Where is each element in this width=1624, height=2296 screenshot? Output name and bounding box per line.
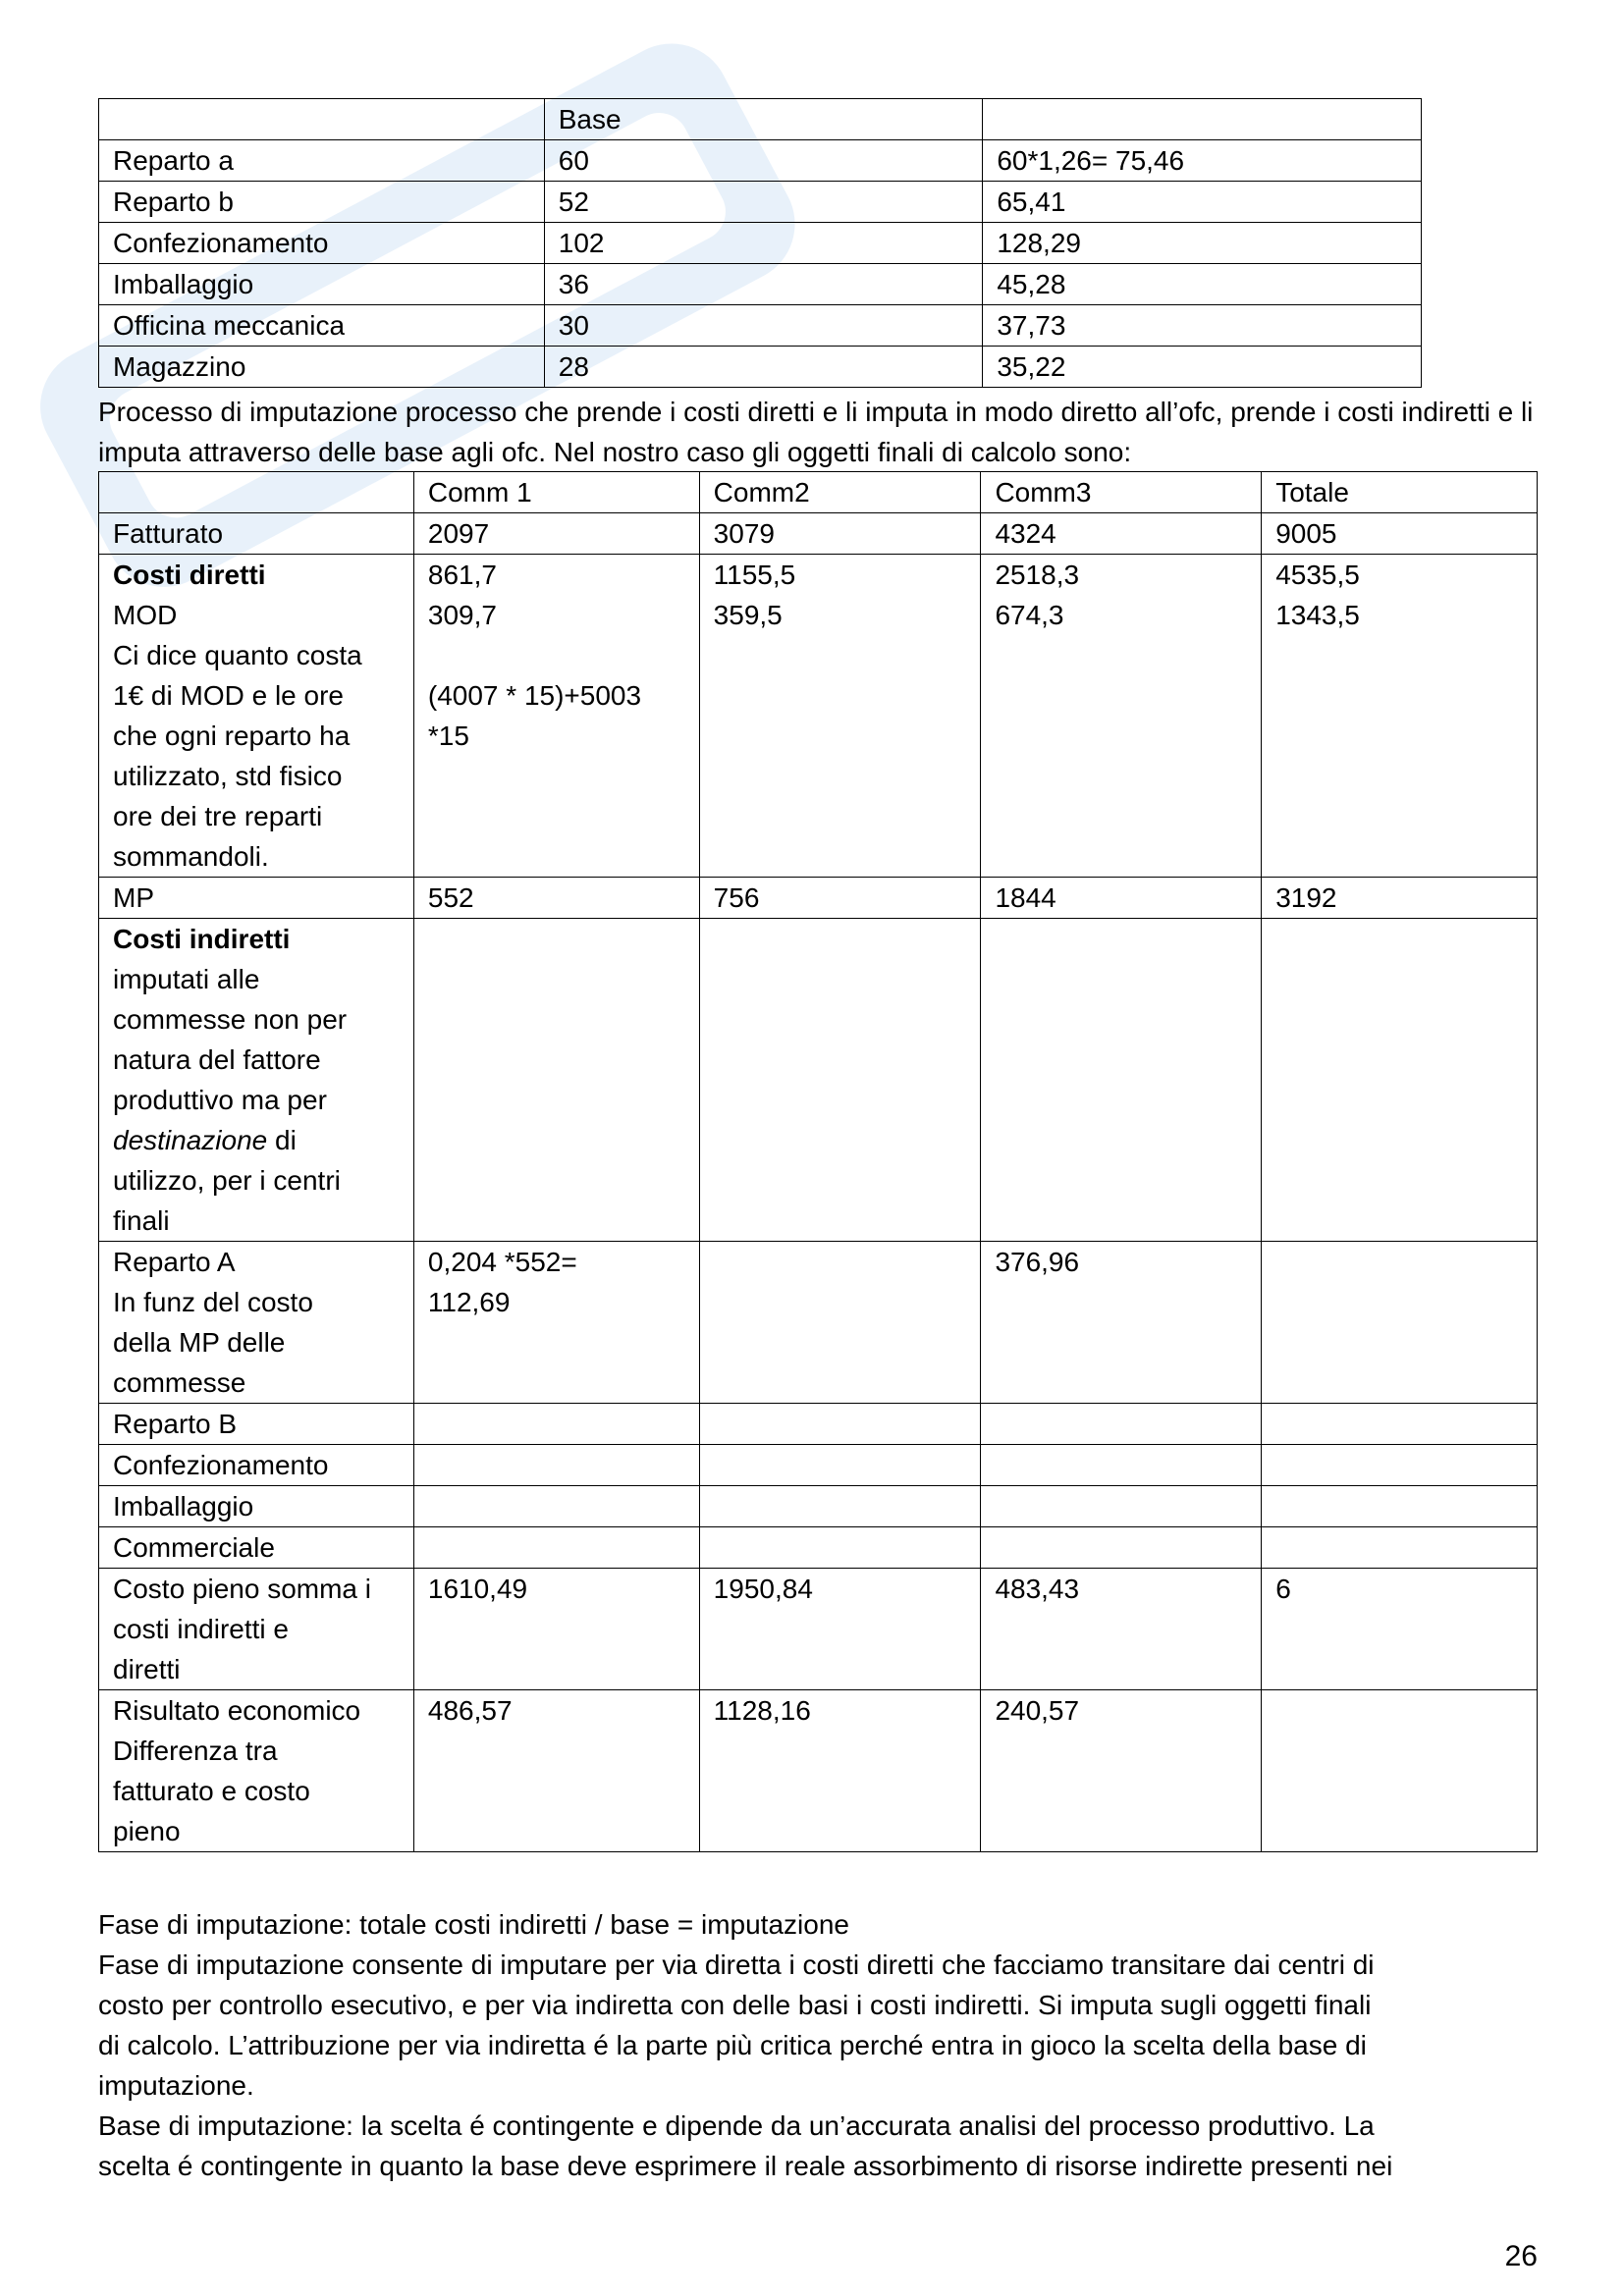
table-row: Imballaggio 36 45,28 xyxy=(99,264,1422,305)
base-table xyxy=(98,98,1422,388)
table-row: Risultato economico Differenza tra fatturato e costo pieno 486,57 1128,16 240,57 xyxy=(99,1690,1538,1852)
table-row: Officina meccanica 30 37,73 xyxy=(99,305,1422,347)
body-text: Fase di imputazione: totale costi indiretti / base = imputazione Fase di imputazione consente di imputare per via diretta i costi diretti che facciamo transitare dai centri di costo per controllo esecutivo, e per via indiretta con delle basi i costi indiretti. Si imputa sugli oggetti finali di calcolo. L’attribuzione per via indiretta é la parte più critica perché entra in gioco la scelta della base di imputazione. Base di imputazione: la scelta é contingente e dipende da un’accurata analisi del processo produttivo. La scelta é contingente in quanto la base deve esprimere il reale assorbimento di risorse indirette presenti nei xyxy=(98,1909,1393,2181)
costi-diretti-label: Costi diretti MOD Ci dice quanto costa 1€ di MOD e le ore che ogni reparto ha utilizzato, std fisico ore dei tre reparti sommandoli. xyxy=(99,555,414,878)
table-row: Base xyxy=(99,99,1422,140)
table-row: Commerciale xyxy=(99,1527,1538,1569)
table-row: Confezionamento xyxy=(99,1445,1538,1486)
commesse-table xyxy=(98,471,1538,1852)
table-row: Fatturato 2097 3079 4324 9005 xyxy=(99,513,1538,555)
table-row: MP 552 756 1844 3192 xyxy=(99,878,1538,919)
table-row: Reparto a 60 60*1,26= 75,46 xyxy=(99,140,1422,182)
table-row: Imballaggio xyxy=(99,1486,1538,1527)
costi-indiretti-label: Costi indiretti imputati alle commesse non per natura del fattore produttivo ma per destinazione di utilizzo, per i centri finali xyxy=(99,919,414,1242)
table-row: Reparto b 52 65,41 xyxy=(99,182,1422,223)
table-row: Costi diretti MOD Ci dice quanto costa 1€ di MOD e le ore che ogni reparto ha utilizzato, std fisico ore dei tre reparti sommandoli. 861,7 309,7 (4007 * 15)+5003 *15 1155,5 359,5 2518,3 674,3 4535,5 1343,5 xyxy=(99,555,1538,878)
page-number: 26 xyxy=(1504,2240,1538,2272)
table-row: Confezionamento 102 128,29 xyxy=(99,223,1422,264)
table-row xyxy=(99,919,1538,1242)
table-row: Reparto A In funz del costo della MP delle commesse 0,204 *552= 112,69 376,96 xyxy=(99,1242,1538,1404)
table-row: Magazzino 28 35,22 xyxy=(99,347,1422,388)
intro-paragraph: Processo di imputazione processo che prende i costi diretti e li imputa in modo diretto all’ofc, prende i costi indiretti e li imputa attraverso delle base agli ofc. Nel nostro caso gli oggetti finali di calcolo sono: xyxy=(98,397,1534,467)
table-row: Reparto B xyxy=(99,1404,1538,1445)
table-row: Costo pieno somma i costi indiretti e diretti 1610,49 1950,84 483,43 6 xyxy=(99,1569,1538,1690)
table-header-row: Comm 1 Comm2 Comm3 Totale xyxy=(99,472,1538,513)
